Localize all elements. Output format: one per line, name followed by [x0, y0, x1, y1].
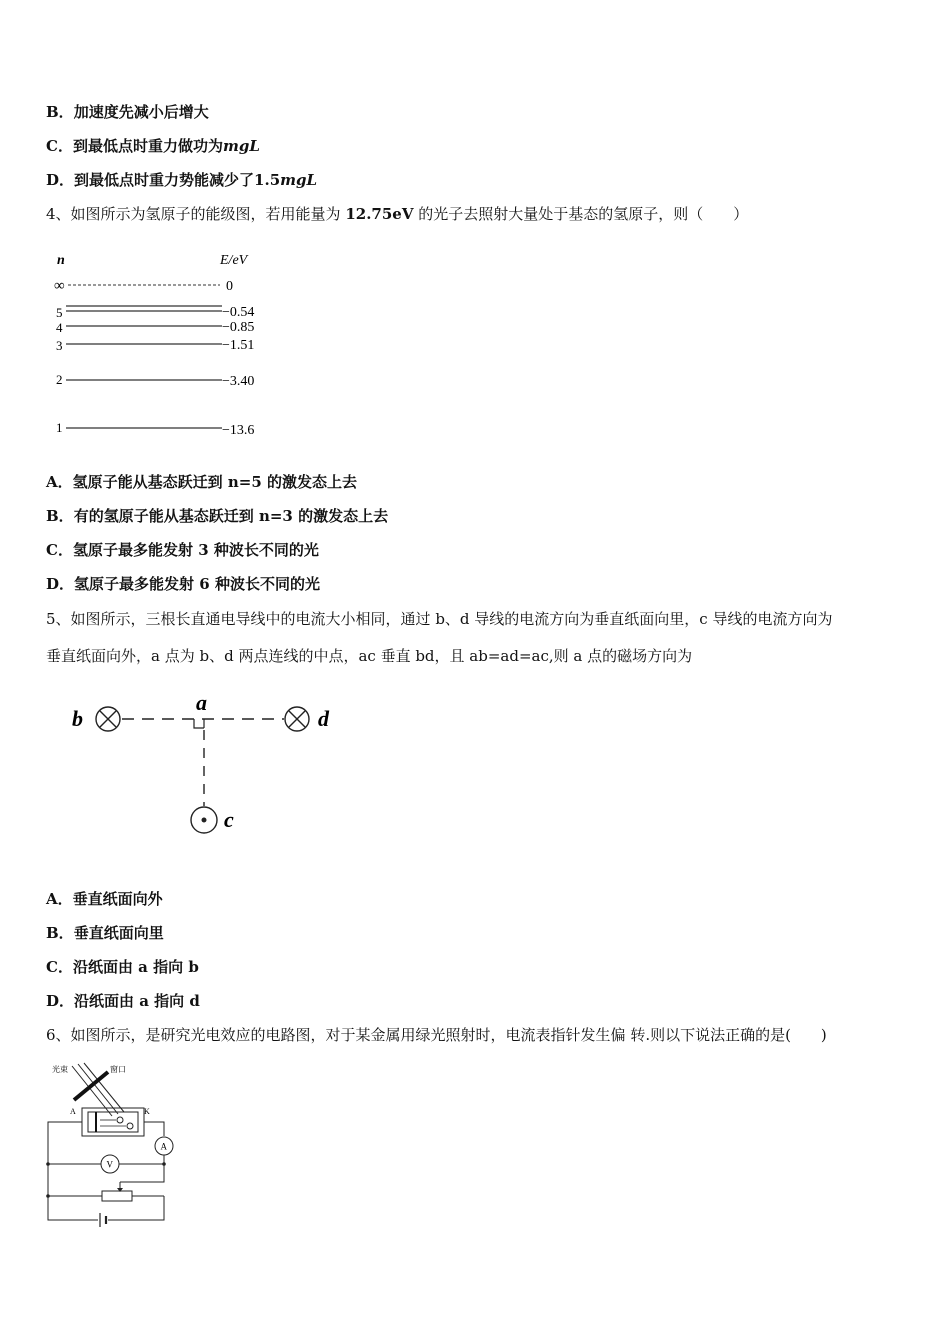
option-text: 氢原子最多能发射 [72, 541, 193, 559]
option-text: 氢原子能从基态跃迁到 [72, 473, 223, 491]
option-text: 的激发态上去 [298, 507, 389, 525]
level-n: 3 [56, 338, 63, 353]
label-light-beam: 光束 [52, 1065, 68, 1074]
stem-text: 4、如图所示为氢原子的能级图，若用能量为 [46, 205, 341, 223]
level-energy: −0.54 [222, 305, 255, 320]
formula: mgL [280, 171, 318, 189]
option-text: 氢原子最多能发射 [74, 575, 195, 593]
option-label: D． [46, 992, 75, 1010]
ammeter-icon [155, 1137, 173, 1155]
option-text: 沿纸面由 a 指向 b [72, 958, 199, 976]
level-4 [56, 320, 254, 335]
label-a: a [196, 690, 207, 715]
q4-option-d [46, 574, 320, 594]
level-energy: 0 [226, 279, 233, 294]
label-c: c [224, 807, 234, 832]
option-value: 3 [198, 541, 209, 559]
formula: mgL [222, 137, 260, 155]
q4-option-c [46, 540, 319, 560]
option-text: 种波长不同的光 [214, 575, 320, 593]
q4-option-b [46, 506, 388, 526]
formula-coefficient: 1.5 [254, 171, 281, 189]
level-3 [56, 338, 254, 353]
q5-option-c [46, 957, 199, 977]
label-window: 窗口 [110, 1065, 126, 1074]
q3-option-b [46, 102, 209, 122]
photoelectric-circuit-diagram [44, 1058, 184, 1228]
stem-text: 的光子去照射大量处于基态的氢原子，则（ ） [418, 205, 749, 223]
level-n: 1 [56, 420, 63, 435]
option-label: C． [46, 958, 73, 976]
q3-option-c [46, 136, 260, 156]
q4-stem [46, 204, 748, 224]
level-5 [56, 305, 254, 320]
voltmeter-label: V [106, 1159, 113, 1170]
option-label: A． [46, 473, 73, 491]
wire-d-into-page-icon [285, 707, 309, 731]
q6-stem: 6、如图所示，是研究光电效应的电路图，对于某金属用绿光照射时，电流表指针发生偏 转.则以下说法正确的是( ) [46, 1026, 827, 1044]
q5-option-b [46, 923, 164, 943]
level-n: 4 [56, 320, 63, 335]
option-text: 的激发态上去 [267, 473, 358, 491]
option-label: A． [46, 890, 73, 908]
q5-option-a [46, 889, 163, 909]
option-label: D． [46, 575, 75, 593]
energy-level-diagram [50, 246, 280, 446]
label-b: b [72, 706, 83, 731]
level-n: 5 [56, 305, 63, 320]
label-d: d [318, 706, 329, 731]
option-value: 6 [199, 575, 210, 593]
option-value: n=3 [258, 507, 293, 525]
option-label: B． [46, 924, 74, 942]
wire-field-diagram [66, 690, 356, 850]
option-label: B． [46, 507, 74, 525]
level-infinity [54, 278, 233, 294]
level-2 [56, 372, 254, 389]
option-text: 垂直纸面向里 [73, 924, 164, 942]
option-label: C． [46, 137, 73, 155]
q4-option-a [46, 472, 357, 492]
level-energy: −0.85 [222, 320, 255, 335]
phototube-icon [82, 1108, 144, 1136]
option-value: n=5 [227, 473, 262, 491]
stem-energy: 12.75eV [345, 205, 414, 223]
wire-b-into-page-icon [96, 707, 120, 731]
option-text: 沿纸面由 a 指向 d [74, 992, 200, 1010]
battery-icon [100, 1213, 106, 1227]
ammeter-label: A [160, 1141, 167, 1152]
level-energy: −13.6 [222, 423, 255, 438]
option-label: B． [46, 103, 74, 121]
q5-option-d [46, 991, 200, 1011]
option-text: 垂直纸面向外 [72, 890, 163, 908]
right-angle-mark-icon [194, 719, 204, 728]
level-energy: −1.51 [222, 338, 255, 353]
option-text: 到最低点时重力势能减少了 [74, 171, 255, 189]
q3-option-d [46, 170, 317, 190]
option-text: 加速度先减小后增大 [73, 103, 209, 121]
level-energy: −3.40 [222, 374, 255, 389]
label-cathode: K [144, 1107, 150, 1116]
n-axis-label: n [57, 253, 65, 268]
label-anode: A [70, 1107, 76, 1116]
option-label: D． [46, 171, 75, 189]
wire-c-out-of-page-icon [191, 807, 217, 833]
option-text: 种波长不同的光 [213, 541, 319, 559]
voltmeter-icon [101, 1155, 119, 1173]
option-text: 到最低点时重力做功为 [72, 137, 223, 155]
level-n: ∞ [54, 278, 65, 294]
level-1 [56, 420, 254, 438]
e-axis-label: E/eV [220, 253, 248, 268]
q5-stem-line2: 垂直纸面向外，a 点为 b、d 两点连线的中点，ac 垂直 bd，且 ab=ad=ac,则 a 点的磁场方向为 [46, 647, 693, 665]
option-label: C． [46, 541, 73, 559]
level-n: 2 [56, 372, 63, 387]
q5-stem-line1: 5、如图所示，三根长直通电导线中的电流大小相同，通过 b、d 导线的电流方向为垂直纸面向里，c 导线的电流方向为 [46, 610, 833, 628]
option-text: 有的氢原子能从基态跃迁到 [73, 507, 254, 525]
